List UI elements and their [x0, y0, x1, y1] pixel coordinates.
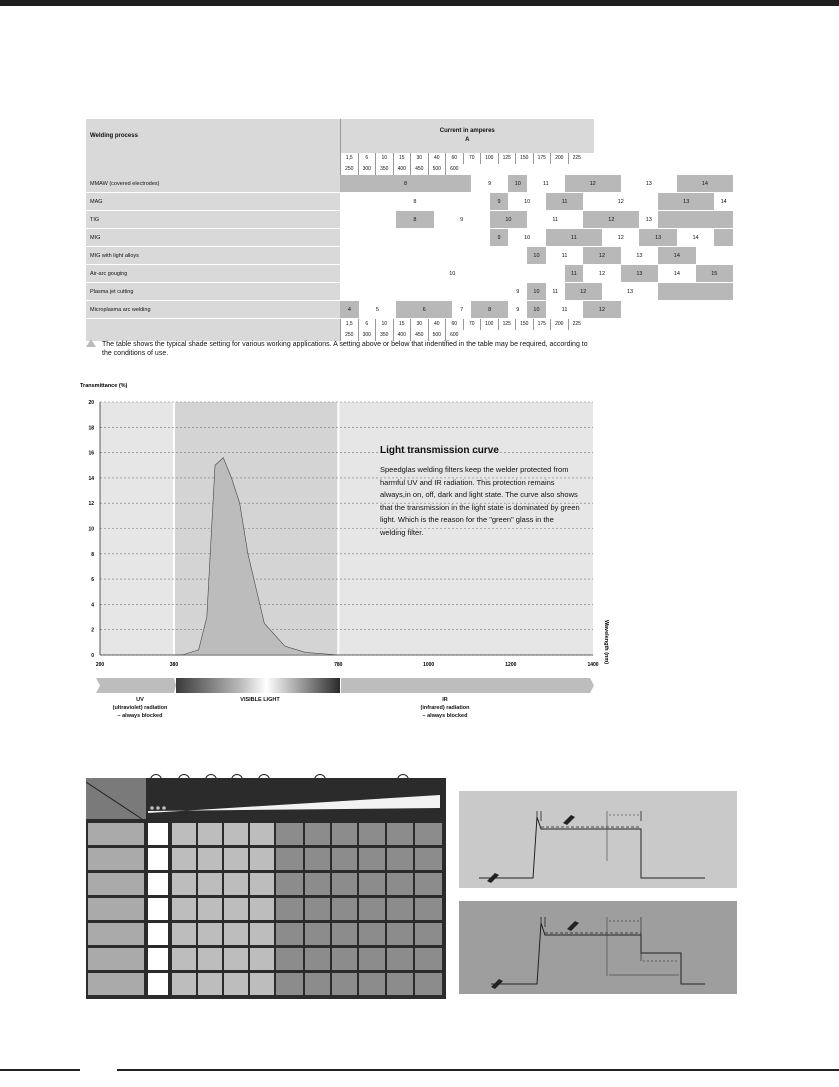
visible-label: VISIBLE LIGHT: [240, 697, 280, 703]
shade-segment: 11: [546, 283, 565, 300]
current-tick: 6: [358, 319, 376, 330]
shade-segment: 11: [565, 265, 584, 282]
ir-label: IR: [442, 697, 448, 703]
grid-cell: [359, 848, 385, 870]
y-tick-label: 20: [88, 400, 94, 406]
grid-cell: [198, 823, 222, 845]
shade-segment: 12: [602, 229, 639, 246]
table-row: [86, 265, 594, 283]
shade-segment: 10: [508, 193, 545, 210]
shade-segment: 8: [471, 301, 508, 318]
current-tick: 150: [515, 153, 533, 164]
grid-cell: [224, 848, 248, 870]
process-label: MMAW (covered electrodes): [86, 175, 340, 193]
white-cell: [148, 873, 168, 895]
shade-segment: 9: [508, 283, 527, 300]
grid-cell: [198, 923, 222, 945]
table-row: [86, 175, 594, 193]
shade-segment: 8: [396, 211, 433, 228]
shade-segment: 13: [639, 229, 676, 246]
white-cell: [148, 898, 168, 920]
uv-label-block: [100, 696, 180, 720]
process-label: Plasma jet cutting: [86, 283, 340, 301]
shade-segment: 12: [583, 301, 620, 318]
white-cell: [148, 948, 168, 970]
grid-cell: [250, 873, 274, 895]
grid-cell: [172, 948, 196, 970]
y-tick-label: 0: [91, 653, 94, 659]
visible-band: [176, 678, 340, 693]
process-header: Welding process: [86, 119, 340, 153]
current-tick: 30: [410, 153, 428, 164]
row-label-cell: [88, 973, 144, 995]
grid-cell: [332, 873, 357, 895]
shade-segment: 12: [583, 211, 639, 228]
grid-cell: [387, 898, 413, 920]
grid-cell: [276, 823, 303, 845]
table-note: The table shows the typical shade setting for various working applications. A setting above or below that indentified in the table may be required, according to the conditions of use.: [102, 341, 588, 357]
grid-cell: [415, 898, 442, 920]
grid-cell: [250, 823, 274, 845]
current-unit: A: [465, 137, 470, 143]
current-tick: 10: [375, 153, 393, 164]
grid-cell: [198, 898, 222, 920]
shade-segment: 13: [639, 211, 658, 228]
row-label-cell: [88, 873, 144, 895]
current-tick: 125: [498, 319, 516, 330]
current-tick: 10: [375, 319, 393, 330]
grid-cell: [332, 823, 357, 845]
current-tick: 70: [463, 153, 481, 164]
x-tick-label: 200: [95, 662, 105, 668]
current-tick: 175: [533, 153, 551, 164]
current-tick: 500: [428, 164, 446, 175]
grid-cell: [332, 923, 357, 945]
shade-segment: [658, 283, 733, 300]
row-label-cell: [88, 923, 144, 945]
shade-segment: 10: [508, 229, 545, 246]
grid-cell: [276, 848, 303, 870]
grid-cell: [172, 823, 196, 845]
x-tick-label: 780: [334, 662, 343, 668]
shade-segment: 11: [546, 247, 583, 264]
shade-segment: 13: [602, 283, 658, 300]
grid-cell: [415, 923, 442, 945]
grid-cell: [276, 923, 303, 945]
ir-band: [341, 678, 594, 693]
ramp-wedge: [148, 795, 440, 813]
grid-cell: [332, 848, 357, 870]
timing-diagram-2: [459, 901, 737, 994]
current-tick: 200: [550, 153, 568, 164]
current-tick: 225: [568, 153, 586, 164]
grid-cell: [359, 873, 385, 895]
current-tick: 200: [550, 319, 568, 330]
torch-icon: [563, 815, 575, 825]
current-tick: 300: [358, 330, 376, 341]
grid-cell: [415, 948, 442, 970]
uv-sub1: (ultraviolet) radiation: [112, 705, 168, 711]
shade-segment: 14: [677, 229, 714, 246]
footer-line-left: [0, 1069, 80, 1071]
x-tick-label: 1000: [423, 662, 435, 668]
grid-cell: [250, 923, 274, 945]
current-tick: 125: [498, 153, 516, 164]
current-tick: 100: [480, 319, 498, 330]
tick-row-top: [86, 153, 594, 175]
table-row: [86, 301, 594, 319]
grid-cell: [387, 923, 413, 945]
current-tick: 60: [445, 319, 463, 330]
grid-cell: [305, 823, 330, 845]
current-tick: 600: [445, 330, 463, 341]
shade-segment: 8: [340, 193, 490, 210]
shade-segment: 12: [565, 283, 602, 300]
grid-cell: [224, 873, 248, 895]
shade-segment: [621, 301, 733, 318]
grid-cell: [387, 973, 413, 995]
grid-cell: [332, 898, 357, 920]
current-tick: 60: [445, 153, 463, 164]
torch-icon: [567, 921, 579, 931]
grid-cell: [387, 948, 413, 970]
grid-cell: [305, 923, 330, 945]
current-tick: 30: [410, 319, 428, 330]
shade-segment: 11: [527, 175, 564, 192]
grid-cell: [305, 848, 330, 870]
grid-cell: [415, 873, 442, 895]
grid-cell: [250, 848, 274, 870]
x-tick-label: 1200: [505, 662, 517, 668]
uv-label: UV: [136, 697, 144, 703]
grid-cell: [415, 848, 442, 870]
shade-segment: 10: [527, 247, 546, 264]
process-label: Microplasma arc welding: [86, 301, 340, 319]
current-tick: 225: [568, 319, 586, 330]
shade-segment: 9: [508, 301, 527, 318]
grid-cell: [332, 973, 357, 995]
current-tick: 175: [533, 319, 551, 330]
grid-cell: [359, 973, 385, 995]
footer-line-right: [117, 1069, 839, 1071]
shade-segment: 7: [452, 301, 471, 318]
row-label-cell: [88, 898, 144, 920]
process-label: MIG: [86, 229, 340, 247]
process-label: MAG: [86, 193, 340, 211]
y-tick-label: 10: [88, 526, 94, 533]
current-tick: 150: [515, 319, 533, 330]
grid-cell: [305, 948, 330, 970]
current-tick: 100: [480, 153, 498, 164]
uv-sub2: – always blocked: [117, 713, 163, 719]
tick-row-bottom: [86, 319, 594, 342]
corner-cell: [86, 778, 146, 819]
current-tick: 350: [375, 164, 393, 175]
current-tick: 450: [410, 330, 428, 341]
shade-segment: 9: [471, 175, 508, 192]
shade-segment: 12: [565, 175, 621, 192]
spectrum-bar: [96, 677, 594, 694]
shade-segment: [714, 229, 733, 246]
current-tick: 250: [340, 164, 358, 175]
y-tick-label: 12: [88, 501, 94, 508]
grid-cell: [276, 948, 303, 970]
shade-segment: 11: [546, 229, 602, 246]
warning-triangle-icon: [86, 339, 96, 347]
shade-segment: 5: [359, 301, 396, 318]
y-axis-label: Transmittance (%): [80, 383, 128, 389]
grid-cell: [172, 873, 196, 895]
x-axis-label: Wavelength (nm): [603, 620, 609, 665]
ir-label-block: [395, 696, 495, 720]
current-tick: 40: [428, 319, 446, 330]
shade-segment: 13: [621, 247, 658, 264]
grid-cell: [172, 898, 196, 920]
grid-cell: [359, 923, 385, 945]
shade-segment: 11: [546, 301, 583, 318]
grid-cell: [172, 848, 196, 870]
dot-icon: [162, 806, 166, 810]
current-tick: 600: [445, 164, 463, 175]
shade-segment: 10: [340, 265, 565, 282]
row-label-cell: [88, 948, 144, 970]
shade-segment: 13: [658, 193, 714, 210]
shade-segment: [658, 211, 733, 228]
y-tick-label: 16: [88, 450, 94, 457]
grid-cell: [359, 898, 385, 920]
process-label: Air-arc gouging: [86, 265, 340, 283]
row-label-cell: [88, 823, 144, 845]
y-tick-label: 14: [88, 475, 94, 482]
grid-cell: [359, 823, 385, 845]
y-tick-label: 2: [91, 627, 94, 634]
shade-segment: 14: [677, 175, 733, 192]
grid-cell: [415, 973, 442, 995]
shade-segment: 14: [658, 265, 695, 282]
current-tick: 300: [358, 164, 376, 175]
grid-cell: [198, 973, 222, 995]
top-bar: [0, 0, 839, 6]
shade-segment: 14: [714, 193, 733, 210]
timing-diagram-1: [459, 791, 737, 888]
current-tick: 500: [428, 330, 446, 341]
grid-cell: [387, 848, 413, 870]
grid-cell: [305, 973, 330, 995]
grid-cell: [276, 973, 303, 995]
table-row: [86, 229, 594, 247]
shade-segment: 10: [490, 211, 527, 228]
shade-segment: 13: [621, 265, 658, 282]
shade-segment: 12: [583, 247, 620, 264]
shade-segment: 11: [527, 211, 583, 228]
process-label: TIG: [86, 211, 340, 229]
grid-cell: [359, 948, 385, 970]
grid-cell: [276, 873, 303, 895]
shade-segment: 10: [527, 283, 546, 300]
current-tick: 70: [463, 319, 481, 330]
shade-segment: [340, 211, 396, 228]
x-tick-label: 380: [169, 662, 179, 668]
shade-segment: [340, 283, 508, 300]
grid-cell: [224, 898, 248, 920]
x-tick-label: 1400: [587, 662, 599, 668]
shade-segment: 10: [508, 175, 527, 192]
white-cell: [148, 923, 168, 945]
chart-title: Light transmission curve: [380, 445, 499, 456]
ir-sub1: (infrared) radiation: [420, 705, 470, 711]
shade-segment: 12: [583, 265, 620, 282]
shade-grid-diagram: [86, 778, 446, 999]
shade-segment: 4: [340, 301, 359, 318]
table-row: [86, 283, 594, 301]
row-label-cell: [88, 848, 144, 870]
grid-cell: [276, 898, 303, 920]
y-tick-label: 8: [91, 551, 94, 558]
grid-cell: [250, 973, 274, 995]
current-tick: 400: [393, 164, 411, 175]
y-tick-label: 18: [88, 425, 94, 432]
grid-cell: [305, 873, 330, 895]
grid-cell: [198, 848, 222, 870]
grid-cell: [387, 823, 413, 845]
grid-cell: [224, 973, 248, 995]
shade-segment: 13: [621, 175, 677, 192]
grid-cell: [172, 923, 196, 945]
white-cell: [148, 973, 168, 995]
current-tick: 1,5: [340, 153, 358, 164]
shade-segment: 9: [434, 211, 490, 228]
table-row: [86, 247, 594, 265]
white-cell: [148, 823, 168, 845]
shade-segment: 11: [546, 193, 583, 210]
white-cell: [148, 848, 168, 870]
ir-sub2: – always blocked: [422, 713, 468, 719]
dot-icon: [150, 806, 154, 810]
shade-segment: 6: [396, 301, 452, 318]
grid-cell: [224, 823, 248, 845]
y-tick-label: 4: [91, 602, 94, 609]
grid-cell: [387, 873, 413, 895]
current-tick: 400: [393, 330, 411, 341]
chart-description: Speedglas welding filters keep the welder protected from harmful UV and IR radiation. This protection remains always,in on, off, dark and light state. The curve also shows that the transmission in the light state is dominated by green light. Which is the reason for the "green" glass in the welding filter.: [380, 465, 580, 537]
grid-cell: [415, 823, 442, 845]
grid-cell: [172, 973, 196, 995]
uv-band: [96, 678, 176, 693]
dot-icon: [156, 806, 160, 810]
process-label: MIG with light alloys: [86, 247, 340, 265]
current-tick: 350: [375, 330, 393, 341]
current-tick: 450: [410, 164, 428, 175]
current-tick: 15: [393, 319, 411, 330]
current-tick: 6: [358, 153, 376, 164]
shade-segment: 15: [696, 265, 733, 282]
grid-cell: [250, 948, 274, 970]
grid-cell: [224, 923, 248, 945]
shade-segment: 8: [340, 175, 471, 192]
shade-segment: 14: [658, 247, 695, 264]
shade-segment: 9: [490, 193, 509, 210]
shade-segment: [340, 229, 490, 246]
current-tick: 15: [393, 153, 411, 164]
shade-segment: [696, 247, 733, 264]
shade-segment: 10: [527, 301, 546, 318]
grid-cell: [332, 948, 357, 970]
current-tick: 250: [340, 330, 358, 341]
table-row: [86, 211, 594, 229]
shade-table: [86, 119, 727, 341]
shade-segment: 9: [490, 229, 509, 246]
grid-cell: [198, 948, 222, 970]
current-tick: 40: [428, 153, 446, 164]
grid-cell: [224, 948, 248, 970]
grid-cell: [305, 898, 330, 920]
y-tick-label: 6: [91, 577, 94, 584]
shade-segment: [340, 247, 527, 264]
grid-cell: [250, 898, 274, 920]
shade-segment: 12: [583, 193, 658, 210]
chart-annotation: [380, 445, 580, 539]
grid-cell: [198, 873, 222, 895]
current-header: Current in amperes: [439, 128, 495, 134]
current-tick: 1,5: [340, 319, 358, 330]
table-row: [86, 193, 594, 211]
